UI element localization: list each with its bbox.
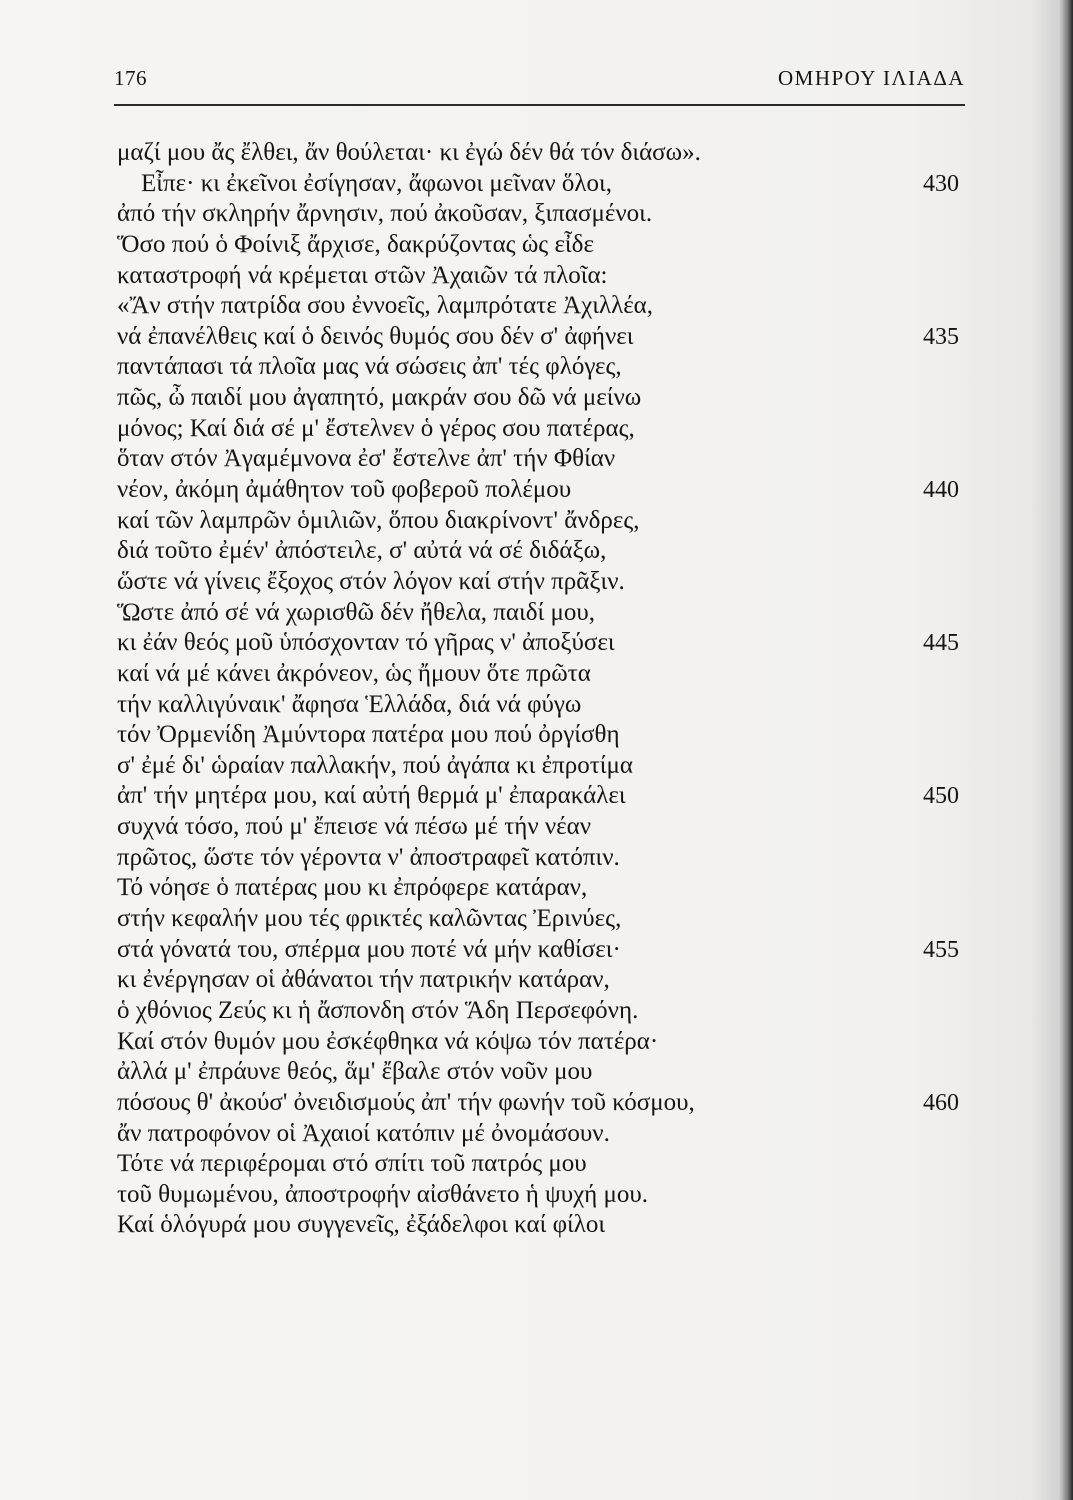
page-spine-shadow [1059, 0, 1073, 1500]
verse-line [117, 1210, 965, 1241]
verse-text: Τό νόησε ὁ πατέρας μου κι ἐπρόφερε κατάραν, [117, 874, 588, 902]
verse-text: ἄν πατροφόνον οἱ Ἀχαιοί κατόπιν μέ ὀνομάσουν. [117, 1119, 610, 1147]
verse-text: Καί ὁλόγυρά μου συγγενεῖς, ἐξάδελφοι καί φίλοι [117, 1211, 606, 1239]
verse-text: νά ἐπανέλθεις καί ὁ δεινός θυμός σου δέν σ' ἀφήνει [117, 322, 634, 350]
verse-line [117, 873, 965, 904]
verse-text: καταστροφή νά κρέμεται στῶν Ἀχαιῶν τά πλοῖα: [117, 261, 608, 289]
verse-text: παντάπασι τά πλοῖα μας νά σώσεις ἀπ' τές φλόγες, [117, 353, 622, 381]
verse-line [117, 291, 965, 322]
verse-line [117, 536, 965, 567]
line-number: 445 [923, 630, 959, 657]
verse-text: ὁ χθόνιος Ζεύς κι ἡ ἄσπονδη στόν Ἅδη Περσεφόνη. [117, 996, 639, 1024]
verse-text: «Ἄν στήν πατρίδα σου ἐννοεῖς, λαμπρότατε Ἀχιλλέα, [117, 292, 654, 320]
verse-text: σ' ἐμέ δι' ὡραίαν παλλακήν, πού ἀγάπα κι ἐπροτίμα [117, 751, 633, 779]
verse-text: μόνος; Καί διά σέ μ' ἔστελνεν ὁ γέρος σου πατέρας, [117, 414, 635, 442]
verse-line [117, 628, 965, 659]
page-number: 176 [114, 66, 147, 90]
header-rule [114, 104, 965, 106]
verse-line [117, 843, 965, 874]
verse-line [117, 904, 965, 935]
verse-line [117, 996, 965, 1027]
verse-text: μαζί μου ἄς ἔλθει, ἄν θούλεται· κι ἐγώ δέν θά τόν διάσω». [117, 139, 701, 166]
verse-line [117, 1149, 965, 1180]
line-number: 450 [923, 783, 959, 810]
verse-text: Εἶπε· κι ἐκεῖνοι ἐσίγησαν, ἄφωνοι μεῖναν ὅλοι, [141, 169, 613, 197]
verse-text: κι ἐνέργησαν οἱ ἀθάνατοι τήν πατρικήν κατάραν, [117, 966, 610, 994]
verse-text: συχνά τόσο, πού μ' ἔπεισε νά πέσω μέ τήν νέαν [117, 813, 592, 841]
verse-text: καί νά μέ κάνει ἀκρόνεον, ὡς ἤμουν ὅτε πρῶτα [117, 659, 591, 687]
verse-line [117, 199, 965, 230]
page-header [114, 66, 965, 100]
verse-line [117, 567, 965, 598]
line-number: 440 [923, 477, 959, 504]
verse-text: ἀπ' τήν μητέρα μου, καί αὐτή θερμά μ' ἐπαρακάλει [117, 782, 626, 810]
verse-text: Τότε νά περιφέρομαι στό σπίτι τοῦ πατρός μου [117, 1150, 587, 1178]
line-number: 455 [923, 936, 959, 963]
verse-line [117, 352, 965, 383]
verse-text: κι ἐάν θεός μοῦ ὑπόσχονταν τό γῆρας ν' ἀποξύσει [117, 629, 615, 657]
verse-line [117, 230, 965, 261]
verse-text: νέον, ἀκόμη ἀμάθητον τοῦ φοβεροῦ πολέμου [117, 476, 572, 504]
verse-list [117, 138, 965, 1241]
verse-text: Ὅσο πού ὁ Φοίνιξ ἄρχισε, δακρύζοντας ὡς εἶδε [117, 230, 594, 258]
verse-text: πρῶτος, ὥστε τόν γέροντα ν' ἀποστραφεῖ κατόπιν. [117, 843, 620, 871]
verse-line [117, 322, 965, 353]
verse-text: τοῦ θυμωμένου, ἀποστροφήν αἰσθάνετο ἡ ψυχή μου. [117, 1180, 649, 1208]
verse-line [117, 935, 965, 966]
verse-line [117, 169, 965, 200]
line-number: 430 [923, 170, 959, 197]
verse-text: καί τῶν λαμπρῶν ὁμιλιῶν, ὅπου διακρίνοντ' ἄνδρες, [117, 506, 640, 534]
running-title: ΟΜΗΡΟΥ ΙΛΙΑΔΑ [778, 66, 965, 90]
verse-text: διά τοῦτο ἐμέν' ἀπόστειλε, σ' αὐτά νά σέ διδάξω, [117, 537, 607, 565]
verse-text: ὅταν στόν Ἀγαμέμνονα ἐσ' ἔστελνε ἀπ' τήν Φθίαν [117, 445, 616, 473]
verse-line [117, 1057, 965, 1088]
verse-text: ἀλλά μ' ἐπράυνε θεός, ἅμ' ἔβαλε στόν νοῦν μου [117, 1058, 593, 1086]
verse-line [117, 1119, 965, 1150]
verse-text: ἀπό τήν σκληρήν ἄρνησιν, πού ἀκοῦσαν, ξιπασμένοι. [117, 200, 653, 228]
verse-line [117, 1027, 965, 1058]
verse-text: πῶς, ὦ παιδί μου ἀγαπητό, μακράν σου δῶ νά μείνω [117, 384, 642, 412]
verse-text: ὥστε νά γίνεις ἔξοχος στόν λόγον καί στήν πρᾶξιν. [117, 567, 625, 595]
line-number: 435 [923, 323, 959, 350]
line-number: 460 [923, 1089, 959, 1116]
verse-line [117, 598, 965, 629]
verse-text: Καί στόν θυμόν μου ἐσκέφθηκα νά κόψω τόν πατέρα· [117, 1027, 659, 1055]
verse-line [117, 1180, 965, 1211]
verse-line [117, 475, 965, 506]
verse-line [117, 781, 965, 812]
verse-line [117, 1088, 965, 1119]
verse-text: τόν Ὀρμενίδη Ἀμύντορα πατέρα μου πού ὀργίσθη [117, 721, 620, 749]
verse-line [117, 720, 965, 751]
verse-line [117, 414, 965, 445]
verse-line [117, 444, 965, 475]
verse-line [117, 383, 965, 414]
verse-line [117, 261, 965, 292]
verse-line [117, 659, 965, 690]
verse-line [117, 506, 965, 537]
verse-line [117, 965, 965, 996]
verse-line [117, 751, 965, 782]
verse-text: στά γόνατά του, σπέρμα μου ποτέ νά μήν καθίσει· [117, 935, 621, 963]
verse-line [117, 138, 965, 169]
verse-line [117, 690, 965, 721]
verse-text: πόσους θ' ἀκούσ' ὀνειδισμούς ἀπ' τήν φωνήν τοῦ κόσμου, [117, 1088, 695, 1116]
verse-text: στήν κεφαλήν μου τές φρικτές καλῶντας Ἐρινύες, [117, 905, 622, 933]
verse-line [117, 812, 965, 843]
verse-text: τήν καλλιγύναικ' ἄφησα Ἑλλάδα, διά νά φύγω [117, 690, 582, 718]
verse-text: Ὥστε ἀπό σέ νά χωρισθῶ δέν ἤθελα, παιδί μου, [117, 598, 596, 626]
